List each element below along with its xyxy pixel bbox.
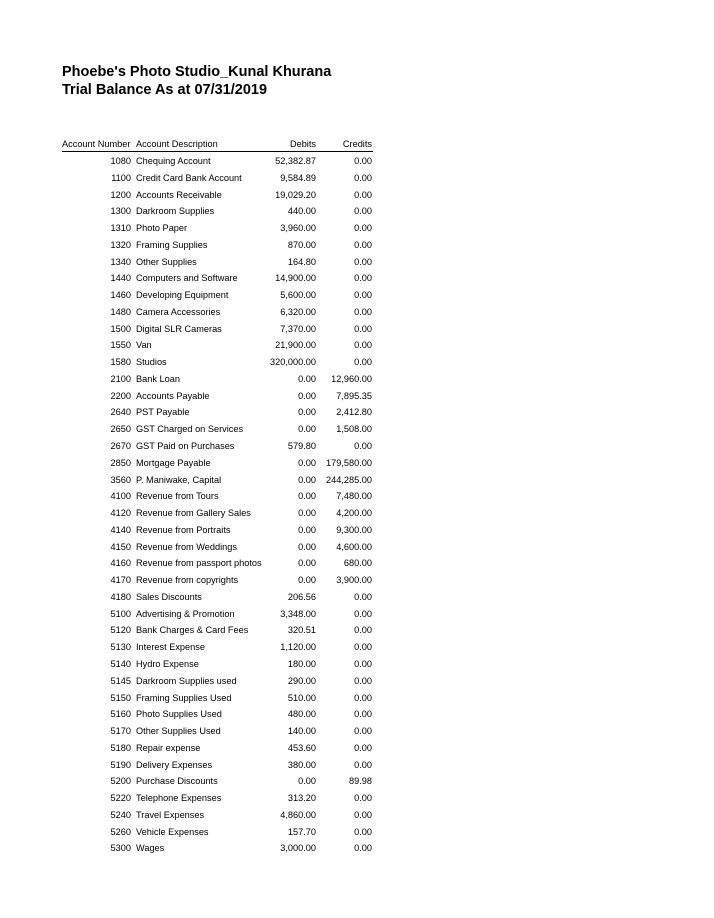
debit-cell: 9,584.89	[280, 172, 316, 183]
credit-cell: 244,285.00	[326, 474, 372, 485]
account-description-cell: Developing Equipment	[136, 290, 229, 301]
account-number-cell: 1320	[110, 239, 131, 250]
table-row	[0, 219, 714, 236]
table-row	[0, 186, 714, 203]
table-row	[0, 336, 714, 353]
debit-cell: 7,370.00	[280, 323, 316, 334]
debit-cell: 870.00	[287, 239, 316, 250]
credit-cell: 7,480.00	[336, 491, 372, 502]
account-description-cell: Framing Supplies Used	[136, 692, 232, 703]
table-row	[0, 202, 714, 219]
debit-cell: 440.00	[287, 206, 316, 217]
report-title: Phoebe's Photo Studio_Kunal Khurana	[62, 64, 332, 80]
credit-cell: 0.00	[354, 273, 372, 284]
table-row	[0, 504, 714, 521]
account-description-cell: Other Supplies Used	[136, 726, 221, 737]
debit-cell: 480.00	[287, 709, 316, 720]
table-row	[0, 823, 714, 840]
debit-cell: 140.00	[287, 726, 316, 737]
credit-cell: 0.00	[354, 793, 372, 804]
account-description-cell: Photo Supplies Used	[136, 709, 222, 720]
account-number-cell: 5200	[110, 776, 131, 787]
debit-cell: 206.56	[287, 591, 316, 602]
credit-cell: 0.00	[354, 591, 372, 602]
credit-cell: 0.00	[354, 357, 372, 368]
account-description-cell: Purchase Discounts	[136, 776, 218, 787]
credit-cell: 0.00	[354, 323, 372, 334]
table-row	[0, 152, 714, 169]
debit-cell: 0.00	[298, 457, 316, 468]
credit-cell: 0.00	[354, 189, 372, 200]
table-row	[0, 269, 714, 286]
account-number-cell: 5240	[110, 809, 131, 820]
debit-cell: 0.00	[298, 390, 316, 401]
table-row	[0, 387, 714, 404]
account-number-cell: 5170	[110, 726, 131, 737]
account-number-cell: 1550	[110, 340, 131, 351]
account-number-cell: 5220	[110, 793, 131, 804]
table-row	[0, 621, 714, 638]
account-number-cell: 1080	[110, 156, 131, 166]
table-row	[0, 437, 714, 454]
account-number-cell: 2100	[110, 373, 131, 384]
table-row	[0, 538, 714, 555]
credit-cell: 0.00	[354, 642, 372, 653]
account-description-cell: Revenue from Portraits	[136, 524, 231, 535]
account-description-cell: Mortgage Payable	[136, 457, 211, 468]
table-row	[0, 655, 714, 672]
account-description-cell: Framing Supplies	[136, 239, 208, 250]
table-row	[0, 286, 714, 303]
debit-cell: 0.00	[298, 575, 316, 586]
account-description-cell: Bank Charges & Card Fees	[136, 625, 249, 636]
account-number-cell: 4180	[110, 591, 131, 602]
account-description-cell: Camera Accessories	[136, 306, 221, 317]
account-description-cell: Revenue from Gallery Sales	[136, 508, 251, 519]
credit-cell: 0.00	[354, 625, 372, 636]
debit-cell: 453.60	[287, 742, 316, 753]
debit-cell: 0.00	[298, 373, 316, 384]
account-description-cell: Advertising & Promotion	[136, 608, 235, 619]
debit-cell: 19,029.20	[275, 189, 316, 200]
debit-cell: 313.20	[287, 793, 316, 804]
debit-cell: 320.51	[287, 625, 316, 636]
account-description-cell: Vehicle Expenses	[136, 826, 209, 837]
table-row	[0, 638, 714, 655]
debit-cell: 0.00	[298, 776, 316, 787]
table-row	[0, 722, 714, 739]
account-number-cell: 2670	[110, 441, 131, 452]
account-number-cell: 5130	[110, 642, 131, 653]
debit-cell: 0.00	[298, 407, 316, 418]
account-number-cell: 1300	[110, 206, 131, 217]
account-number-cell: 4120	[110, 508, 131, 519]
account-description-cell: Bank Loan	[136, 373, 180, 384]
column-header-debits: Debits	[289, 139, 316, 149]
account-description-cell: Accounts Payable	[136, 390, 210, 401]
account-description-cell: P. Maniwake, Capital	[136, 474, 222, 485]
debit-cell: 0.00	[298, 424, 316, 435]
credit-cell: 0.00	[354, 759, 372, 770]
debit-cell: 164.80	[287, 256, 316, 267]
debit-cell: 4,860.00	[280, 809, 316, 820]
credit-cell: 0.00	[354, 441, 372, 452]
table-row	[0, 689, 714, 706]
account-description-cell: Darkroom Supplies	[136, 206, 215, 217]
account-number-cell: 1340	[110, 256, 131, 267]
table-row	[0, 554, 714, 571]
account-description-cell: Delivery Expenses	[136, 759, 213, 770]
account-number-cell: 5145	[110, 675, 131, 686]
account-description-cell: Studios	[136, 357, 167, 368]
account-description-cell: Computers and Software	[136, 273, 238, 284]
account-description-cell: Revenue from passport photos	[136, 558, 262, 569]
account-number-cell: 5260	[110, 826, 131, 837]
account-description-cell: Revenue from Tours	[136, 491, 219, 502]
credit-cell: 0.00	[354, 223, 372, 234]
table-row	[0, 739, 714, 756]
debit-cell: 21,900.00	[275, 340, 316, 351]
credit-cell: 0.00	[354, 709, 372, 720]
credit-cell: 0.00	[354, 290, 372, 301]
debit-cell: 1,120.00	[280, 642, 316, 653]
account-number-cell: 1480	[110, 306, 131, 317]
credit-cell: 2,412.80	[336, 407, 372, 418]
table-row	[0, 705, 714, 722]
credit-cell: 0.00	[354, 340, 372, 351]
account-number-cell: 4150	[110, 541, 131, 552]
debit-cell: 14,900.00	[275, 273, 316, 284]
account-number-cell: 4160	[110, 558, 131, 569]
debit-cell: 380.00	[287, 759, 316, 770]
account-number-cell: 1580	[110, 357, 131, 368]
account-description-cell: Photo Paper	[136, 223, 188, 234]
debit-cell: 0.00	[298, 524, 316, 535]
credit-cell: 0.00	[354, 658, 372, 669]
account-description-cell: PST Payable	[136, 407, 190, 418]
debit-cell: 0.00	[298, 508, 316, 519]
table-row	[0, 454, 714, 471]
debit-cell: 52,382.87	[275, 156, 316, 166]
credit-cell: 0.00	[354, 172, 372, 183]
debit-cell: 0.00	[298, 541, 316, 552]
account-number-cell: 1440	[110, 273, 131, 284]
table-row	[0, 588, 714, 605]
trial-balance-table	[0, 152, 714, 856]
debit-cell: 320,000.00	[270, 357, 316, 368]
debit-cell: 3,960.00	[280, 223, 316, 234]
credit-cell: 0.00	[354, 256, 372, 267]
table-row	[0, 253, 714, 270]
credit-cell: 0.00	[354, 206, 372, 217]
credit-cell: 0.00	[354, 239, 372, 250]
account-number-cell: 4100	[110, 491, 131, 502]
account-number-cell: 5100	[110, 608, 131, 619]
table-row	[0, 320, 714, 337]
credit-cell: 9,300.00	[336, 524, 372, 535]
debit-cell: 180.00	[287, 658, 316, 669]
table-row	[0, 370, 714, 387]
table-row	[0, 471, 714, 488]
account-number-cell: 5160	[110, 709, 131, 720]
table-row	[0, 420, 714, 437]
debit-cell: 290.00	[287, 675, 316, 686]
debit-cell: 0.00	[298, 474, 316, 485]
table-row	[0, 169, 714, 186]
table-row	[0, 521, 714, 538]
table-row	[0, 772, 714, 789]
debit-cell: 0.00	[298, 558, 316, 569]
credit-cell: 0.00	[354, 843, 372, 854]
account-number-cell: 1200	[110, 189, 131, 200]
credit-cell: 12,960.00	[331, 373, 372, 384]
table-row	[0, 839, 714, 856]
account-number-cell: 2640	[110, 407, 131, 418]
credit-cell: 0.00	[354, 692, 372, 703]
credit-cell: 89.98	[349, 776, 372, 787]
account-description-cell: Wages	[136, 843, 165, 854]
account-description-cell: Credit Card Bank Account	[136, 172, 242, 183]
credit-cell: 0.00	[354, 826, 372, 837]
table-row	[0, 672, 714, 689]
account-description-cell: Digital SLR Cameras	[136, 323, 222, 334]
table-row	[0, 806, 714, 823]
account-number-cell: 5190	[110, 759, 131, 770]
account-number-cell: 1460	[110, 290, 131, 301]
debit-cell: 579.80	[287, 441, 316, 452]
account-number-cell: 5180	[110, 742, 131, 753]
table-row	[0, 789, 714, 806]
credit-cell: 0.00	[354, 306, 372, 317]
credit-cell: 179,580.00	[326, 457, 372, 468]
account-number-cell: 1500	[110, 323, 131, 334]
report-subtitle: Trial Balance As at 07/31/2019	[62, 82, 268, 98]
credit-cell: 0.00	[354, 608, 372, 619]
credit-cell: 1,508.00	[336, 424, 372, 435]
account-number-cell: 2200	[110, 390, 131, 401]
account-description-cell: Interest Expense	[136, 642, 205, 653]
credit-cell: 0.00	[354, 156, 372, 166]
table-row	[0, 353, 714, 370]
account-description-cell: Travel Expenses	[136, 809, 205, 820]
table-row	[0, 487, 714, 504]
account-description-cell: Repair expense	[136, 742, 201, 753]
debit-cell: 510.00	[287, 692, 316, 703]
column-header-account-description: Account Description	[136, 139, 218, 149]
debit-cell: 3,348.00	[280, 608, 316, 619]
account-number-cell: 4170	[110, 575, 131, 586]
account-description-cell: Other Supplies	[136, 256, 197, 267]
debit-cell: 157.70	[287, 826, 316, 837]
table-row	[0, 571, 714, 588]
account-number-cell: 5150	[110, 692, 131, 703]
table-row	[0, 403, 714, 420]
credit-cell: 7,895.35	[336, 390, 372, 401]
account-description-cell: GST Charged on Services	[136, 424, 244, 435]
account-description-cell: Darkroom Supplies used	[136, 675, 237, 686]
credit-cell: 4,200.00	[336, 508, 372, 519]
account-number-cell: 1310	[110, 223, 131, 234]
column-header-credits: Credits	[342, 139, 372, 149]
account-number-cell: 5120	[110, 625, 131, 636]
table-row	[0, 605, 714, 622]
account-description-cell: Van	[136, 340, 152, 351]
account-description-cell: Telephone Expenses	[136, 793, 222, 804]
table-row	[0, 756, 714, 773]
table-row	[0, 303, 714, 320]
account-description-cell: Chequing Account	[136, 156, 211, 166]
account-number-cell: 1100	[111, 172, 131, 183]
credit-cell: 680.00	[343, 558, 372, 569]
account-description-cell: Revenue from Weddings	[136, 541, 237, 552]
column-header-account-number: Account Number	[62, 139, 131, 149]
account-description-cell: Sales Discounts	[136, 591, 202, 602]
credit-cell: 0.00	[354, 675, 372, 686]
account-description-cell: Revenue from copyrights	[136, 575, 239, 586]
debit-cell: 6,320.00	[280, 306, 316, 317]
account-description-cell: GST Paid on Purchases	[136, 441, 235, 452]
account-number-cell: 5140	[110, 658, 131, 669]
credit-cell: 0.00	[354, 809, 372, 820]
debit-cell: 5,600.00	[280, 290, 316, 301]
credit-cell: 0.00	[354, 742, 372, 753]
account-number-cell: 2850	[110, 457, 131, 468]
account-description-cell: Hydro Expense	[136, 658, 199, 669]
account-number-cell: 5300	[110, 843, 131, 854]
account-number-cell: 3560	[110, 474, 131, 485]
account-number-cell: 2650	[110, 424, 131, 435]
debit-cell: 3,000.00	[280, 843, 316, 854]
debit-cell: 0.00	[298, 491, 316, 502]
credit-cell: 0.00	[354, 726, 372, 737]
account-description-cell: Accounts Receivable	[136, 189, 222, 200]
credit-cell: 3,900.00	[336, 575, 372, 586]
account-number-cell: 4140	[110, 524, 131, 535]
table-row	[0, 236, 714, 253]
credit-cell: 4,600.00	[336, 541, 372, 552]
